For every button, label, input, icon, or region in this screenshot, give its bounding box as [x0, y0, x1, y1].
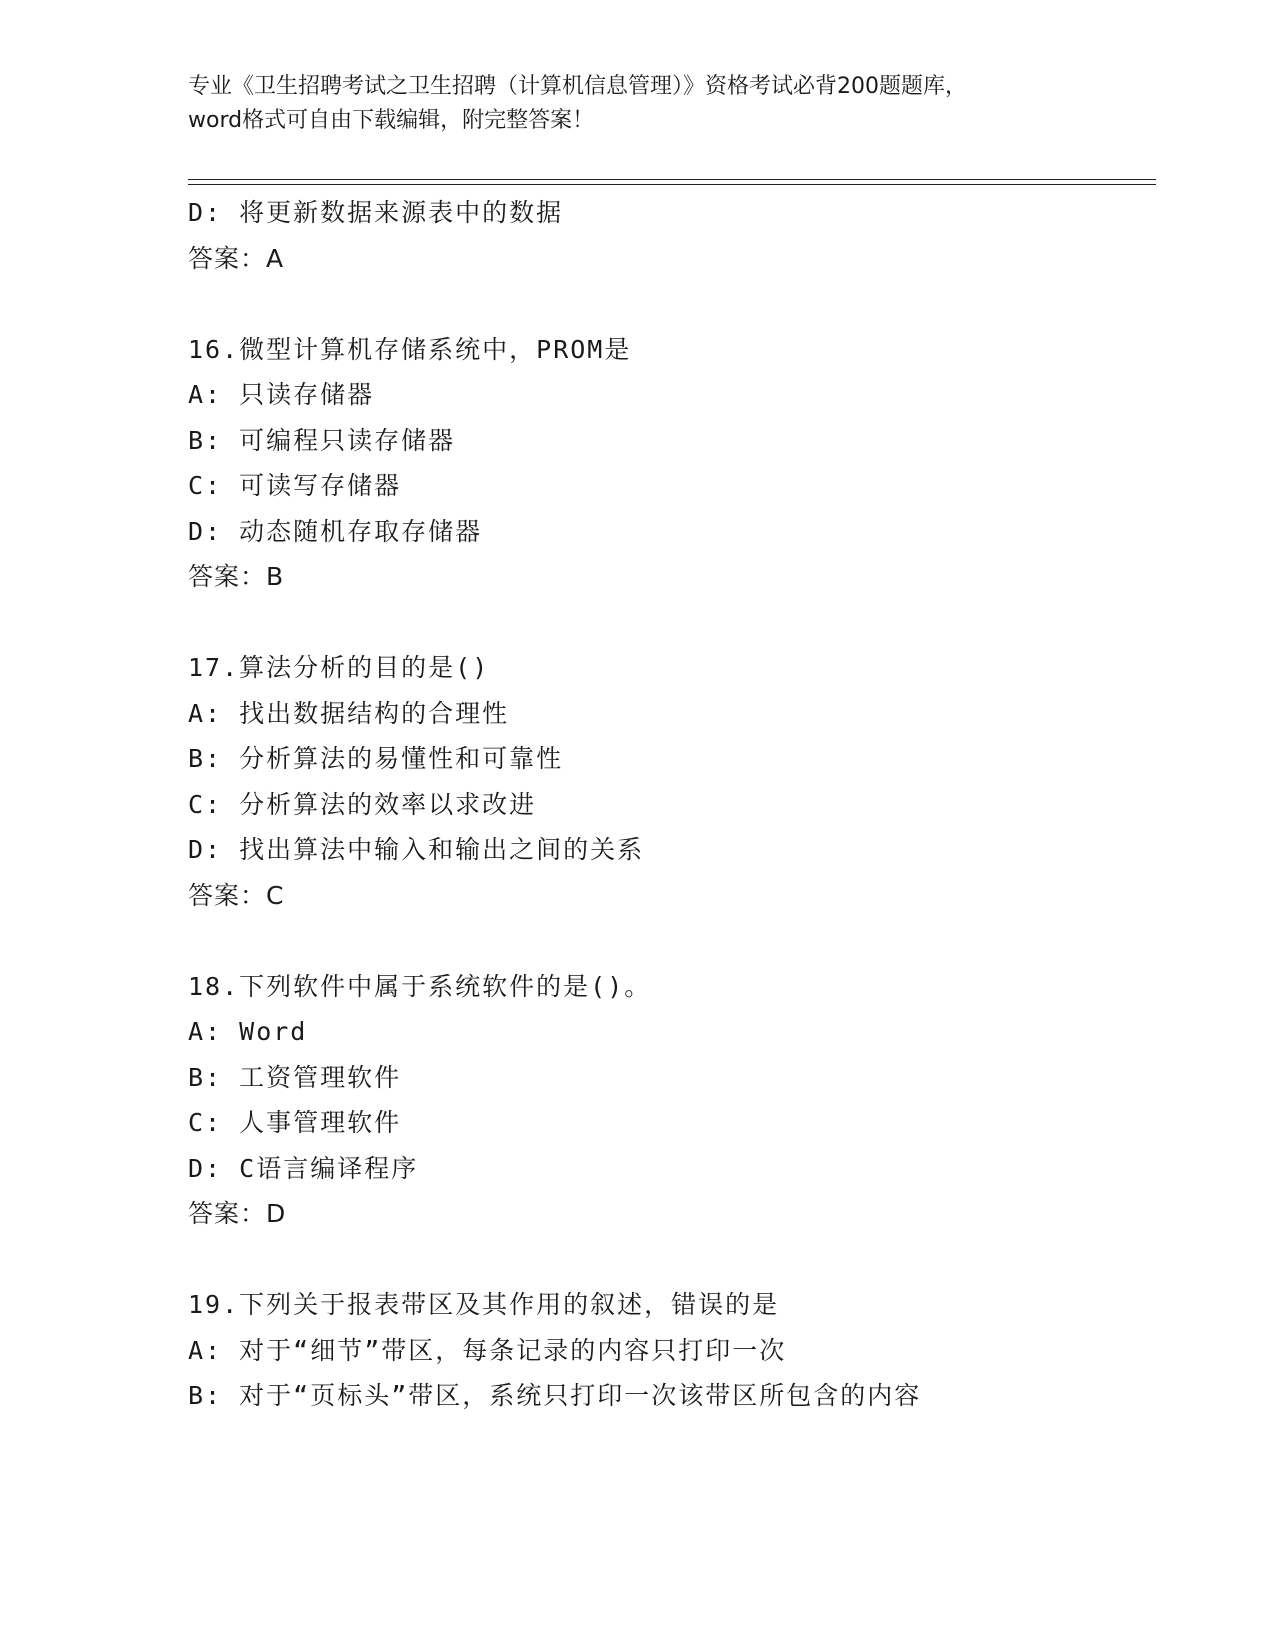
question-18 [188, 964, 1148, 1237]
option-b: B: 分析算法的易懂性和可靠性 [188, 744, 564, 773]
option-a: A: 对于“细节”带区，每条记录的内容只打印一次 [188, 1335, 787, 1365]
option-d: D: 找出算法中输入和输出之间的关系 [188, 835, 645, 864]
header-title-line-2: word格式可自由下载编辑，附完整答案！ [188, 108, 595, 133]
document-header [188, 70, 1088, 138]
header-divider-top [188, 179, 1156, 180]
spacer [188, 1237, 1148, 1283]
header-divider-bottom [188, 184, 1156, 185]
previous-question-tail [188, 190, 1148, 281]
question-stem: 18.下列软件中属于系统软件的是()。 [188, 971, 652, 1001]
answer-line: 答案：D [188, 1199, 287, 1228]
option-d: D: C语言编译程序 [188, 1153, 419, 1183]
question-16 [188, 327, 1148, 600]
question-stem: 17.算法分析的目的是() [188, 653, 490, 682]
header-title-line-1: 专业《卫生招聘考试之卫生招聘（计算机信息管理）》资格考试必背200题题库， [188, 74, 967, 99]
question-stem: 19.下列关于报表带区及其作用的叙述，错误的是 [188, 1290, 780, 1319]
answer-line: 答案：C [188, 880, 285, 910]
answer-line: 答案：A [188, 243, 285, 273]
spacer [188, 600, 1148, 646]
option-a: A: 找出数据结构的合理性 [188, 698, 510, 728]
option-d: D: 动态随机存取存储器 [188, 516, 483, 546]
answer-line: 答案：B [188, 562, 285, 591]
option-c: C: 人事管理软件 [188, 1108, 402, 1137]
option-b: B: 对于“页标头”带区，系统只打印一次该带区所包含的内容 [188, 1381, 922, 1410]
option-d: D: 将更新数据来源表中的数据 [188, 198, 564, 227]
question-list [188, 190, 1148, 1419]
question-17 [188, 645, 1148, 918]
option-b: B: 工资管理软件 [188, 1062, 402, 1092]
option-a: A: 只读存储器 [188, 380, 375, 409]
spacer [188, 918, 1148, 964]
question-stem: 16.微型计算机存储系统中，PROM是 [188, 334, 632, 364]
question-19 [188, 1282, 1148, 1419]
option-c: C: 分析算法的效率以求改进 [188, 789, 537, 819]
spacer [188, 281, 1148, 327]
option-b: B: 可编程只读存储器 [188, 425, 456, 455]
option-c: C: 可读写存储器 [188, 471, 402, 500]
option-a: A: Word [188, 1017, 308, 1046]
